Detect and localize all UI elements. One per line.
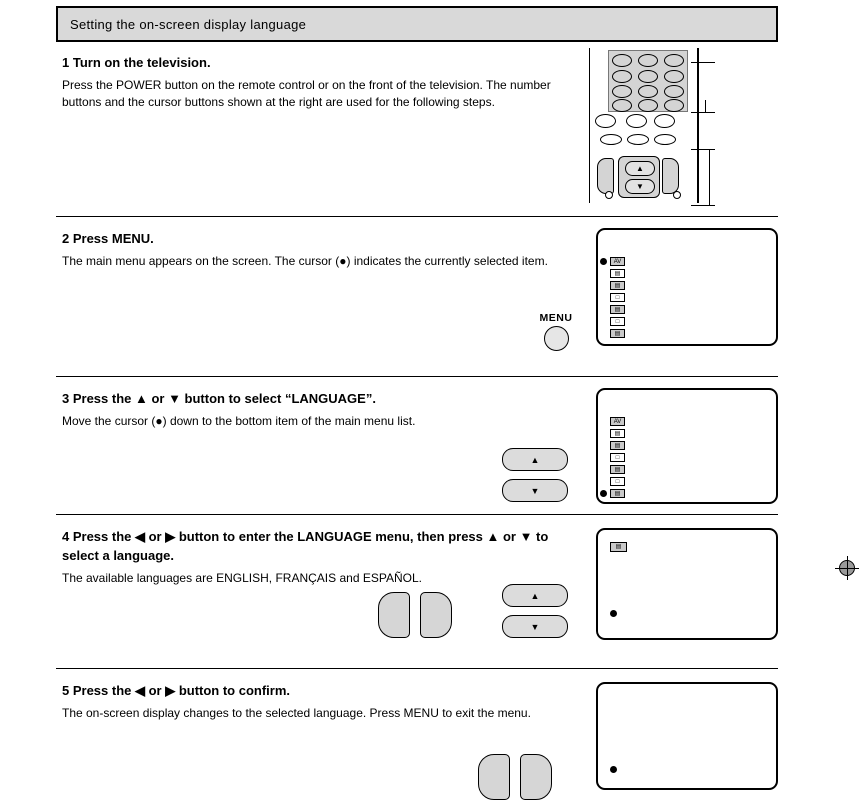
- osd-item-icon: ▤: [610, 269, 625, 278]
- osd-main-menu-list-2: [610, 416, 630, 500]
- osd-item-icon: □: [610, 477, 625, 486]
- menu-button-label: MENU: [539, 312, 573, 324]
- remote-led-indicator: [605, 191, 613, 199]
- osd-menu-item[interactable]: [610, 304, 630, 315]
- power-button[interactable]: [595, 114, 616, 128]
- step-5-block: [62, 682, 552, 722]
- number-button-2[interactable]: [638, 54, 658, 67]
- volume-down-paddle[interactable]: [597, 158, 614, 194]
- osd-cursor-dot: [600, 490, 607, 497]
- registration-vline: [847, 556, 848, 580]
- remote-keypad: [608, 50, 688, 112]
- menu-button-circle[interactable]: [544, 326, 569, 351]
- step-1-body: Press the POWER button on the remote control or on the front of the television. The number buttons and the cursor buttons shown at the right are used for the following steps.: [62, 77, 551, 110]
- osd-item-icon: ▤: [610, 281, 625, 290]
- remote-ir-window: [673, 191, 681, 199]
- step-2-block: [62, 230, 552, 270]
- left-right-paddles-illustration-1[interactable]: [378, 592, 464, 638]
- number-button-7[interactable]: [612, 85, 632, 98]
- callout-bracket: [709, 149, 710, 205]
- left-paddle-button[interactable]: [378, 592, 410, 638]
- down-button[interactable]: ▼: [502, 615, 568, 638]
- down-button[interactable]: ▼: [502, 479, 568, 502]
- callout-leader-bottom: [691, 205, 715, 206]
- osd-item-icon: ▤: [610, 465, 625, 474]
- step-5-body: The on-screen display changes to the selected language. Press MENU to exit the menu.: [62, 705, 531, 720]
- osd-menu-item[interactable]: [610, 464, 630, 475]
- osd-item-icon: AV: [610, 257, 625, 266]
- page-title-bar: [56, 6, 778, 42]
- step-2-body: The main menu appears on the screen. The cursor (●) indicates the currently selected item.: [62, 253, 548, 268]
- callout-leader-cursor: [691, 149, 715, 150]
- osd-menu-item[interactable]: [610, 328, 630, 339]
- callout-tick-1: [705, 100, 706, 112]
- osd-language-cursor-dot: [610, 610, 617, 617]
- remote-left-edge: [583, 48, 590, 203]
- osd-menu-item[interactable]: [610, 268, 630, 279]
- osd-menu-item[interactable]: [610, 440, 630, 451]
- menu-button-remote[interactable]: [600, 134, 622, 145]
- osd-item-icon: ▤: [610, 305, 625, 314]
- step-4-block: [62, 528, 552, 587]
- sleep-button[interactable]: [654, 114, 675, 128]
- up-button[interactable]: ▲: [502, 584, 568, 607]
- cursor-up-button[interactable]: [625, 161, 655, 176]
- step-4-title: 4 Press the ◀ or ▶ button to enter the LANGUAGE menu, then press ▲ or ▼ to select a language.: [62, 529, 549, 563]
- osd-menu-item[interactable]: [610, 256, 630, 267]
- number-button-1[interactable]: [612, 54, 632, 67]
- remote-control-illustration: [583, 48, 718, 208]
- mute-button[interactable]: [626, 114, 647, 128]
- up-down-buttons-illustration-1[interactable]: [502, 448, 568, 510]
- number-button-0[interactable]: [612, 99, 632, 112]
- callout-leader-numbers: [691, 62, 715, 63]
- osd-menu-item[interactable]: [610, 280, 630, 291]
- number-button-4[interactable]: [612, 70, 632, 83]
- step-3-block: [62, 390, 552, 430]
- osd-menu-item[interactable]: [610, 416, 630, 427]
- up-down-buttons-illustration-2[interactable]: [502, 584, 568, 646]
- step-1-block: [62, 54, 552, 112]
- tv-screen-language-highlight: [596, 388, 778, 504]
- step-3-title: 3 Press the ▲ or ▼ button to select “LANGUAGE”.: [62, 391, 376, 406]
- osd-item-icon: AV: [610, 417, 625, 426]
- osd-item-icon: □: [610, 293, 625, 302]
- number-button-recall[interactable]: [664, 99, 684, 112]
- menu-button-illustration[interactable]: [528, 312, 584, 351]
- osd-item-icon: □: [610, 317, 625, 326]
- page-title: Setting the on-screen display language: [70, 17, 307, 32]
- osd-menu-item[interactable]: [610, 316, 630, 327]
- number-button-8[interactable]: [638, 85, 658, 98]
- step-3-body: Move the cursor (●) down to the bottom item of the main menu list.: [62, 413, 416, 428]
- osd-confirm-cursor-dot: [610, 766, 617, 773]
- tv-screen-main-menu: [596, 228, 778, 346]
- number-button-9[interactable]: [664, 85, 684, 98]
- left-paddle-button[interactable]: [478, 754, 510, 800]
- input-button[interactable]: [654, 134, 676, 145]
- section-divider-4: [56, 668, 778, 669]
- osd-menu-item[interactable]: [610, 428, 630, 439]
- number-button-3[interactable]: [664, 54, 684, 67]
- osd-language-icon: ▤: [610, 542, 627, 552]
- right-paddle-button[interactable]: [420, 592, 452, 638]
- number-button-enter[interactable]: [638, 99, 658, 112]
- display-button[interactable]: [627, 134, 649, 145]
- up-button[interactable]: ▲: [502, 448, 568, 471]
- osd-language-header: [610, 542, 632, 552]
- osd-item-icon: ▤: [610, 441, 625, 450]
- section-divider-1: [56, 216, 778, 217]
- osd-item-icon: ▤: [610, 489, 625, 498]
- step-1-title: 1 Turn on the television.: [62, 55, 211, 70]
- osd-menu-item[interactable]: [610, 452, 630, 463]
- osd-main-menu-list: [610, 256, 630, 340]
- cursor-down-icon: ▼: [636, 182, 644, 191]
- number-button-5[interactable]: [638, 70, 658, 83]
- cursor-button-cluster[interactable]: [618, 156, 660, 198]
- osd-item-icon: □: [610, 453, 625, 462]
- osd-menu-item[interactable]: [610, 292, 630, 303]
- osd-item-icon: ▤: [610, 329, 625, 338]
- tv-screen-confirmation: [596, 682, 778, 790]
- left-right-paddles-illustration-2[interactable]: [478, 754, 564, 800]
- callout-leader-mid: [691, 112, 715, 113]
- section-divider-3: [56, 514, 778, 515]
- registration-mark: [835, 556, 859, 580]
- number-button-6[interactable]: [664, 70, 684, 83]
- osd-item-icon: ▤: [610, 429, 625, 438]
- step-2-title: 2 Press MENU.: [62, 231, 154, 246]
- tv-screen-language-menu: [596, 528, 778, 640]
- step-5-title: 5 Press the ◀ or ▶ button to confirm.: [62, 683, 291, 698]
- osd-cursor-dot: [600, 258, 607, 265]
- section-divider-2: [56, 376, 778, 377]
- cursor-up-icon: ▲: [636, 164, 644, 173]
- step-4-body: The available languages are ENGLISH, FRANÇAIS and ESPAÑOL.: [62, 570, 422, 585]
- right-paddle-button[interactable]: [520, 754, 552, 800]
- volume-up-paddle[interactable]: [662, 158, 679, 194]
- cursor-down-button[interactable]: [625, 179, 655, 194]
- osd-menu-item-language[interactable]: [610, 488, 630, 499]
- osd-menu-item[interactable]: [610, 476, 630, 487]
